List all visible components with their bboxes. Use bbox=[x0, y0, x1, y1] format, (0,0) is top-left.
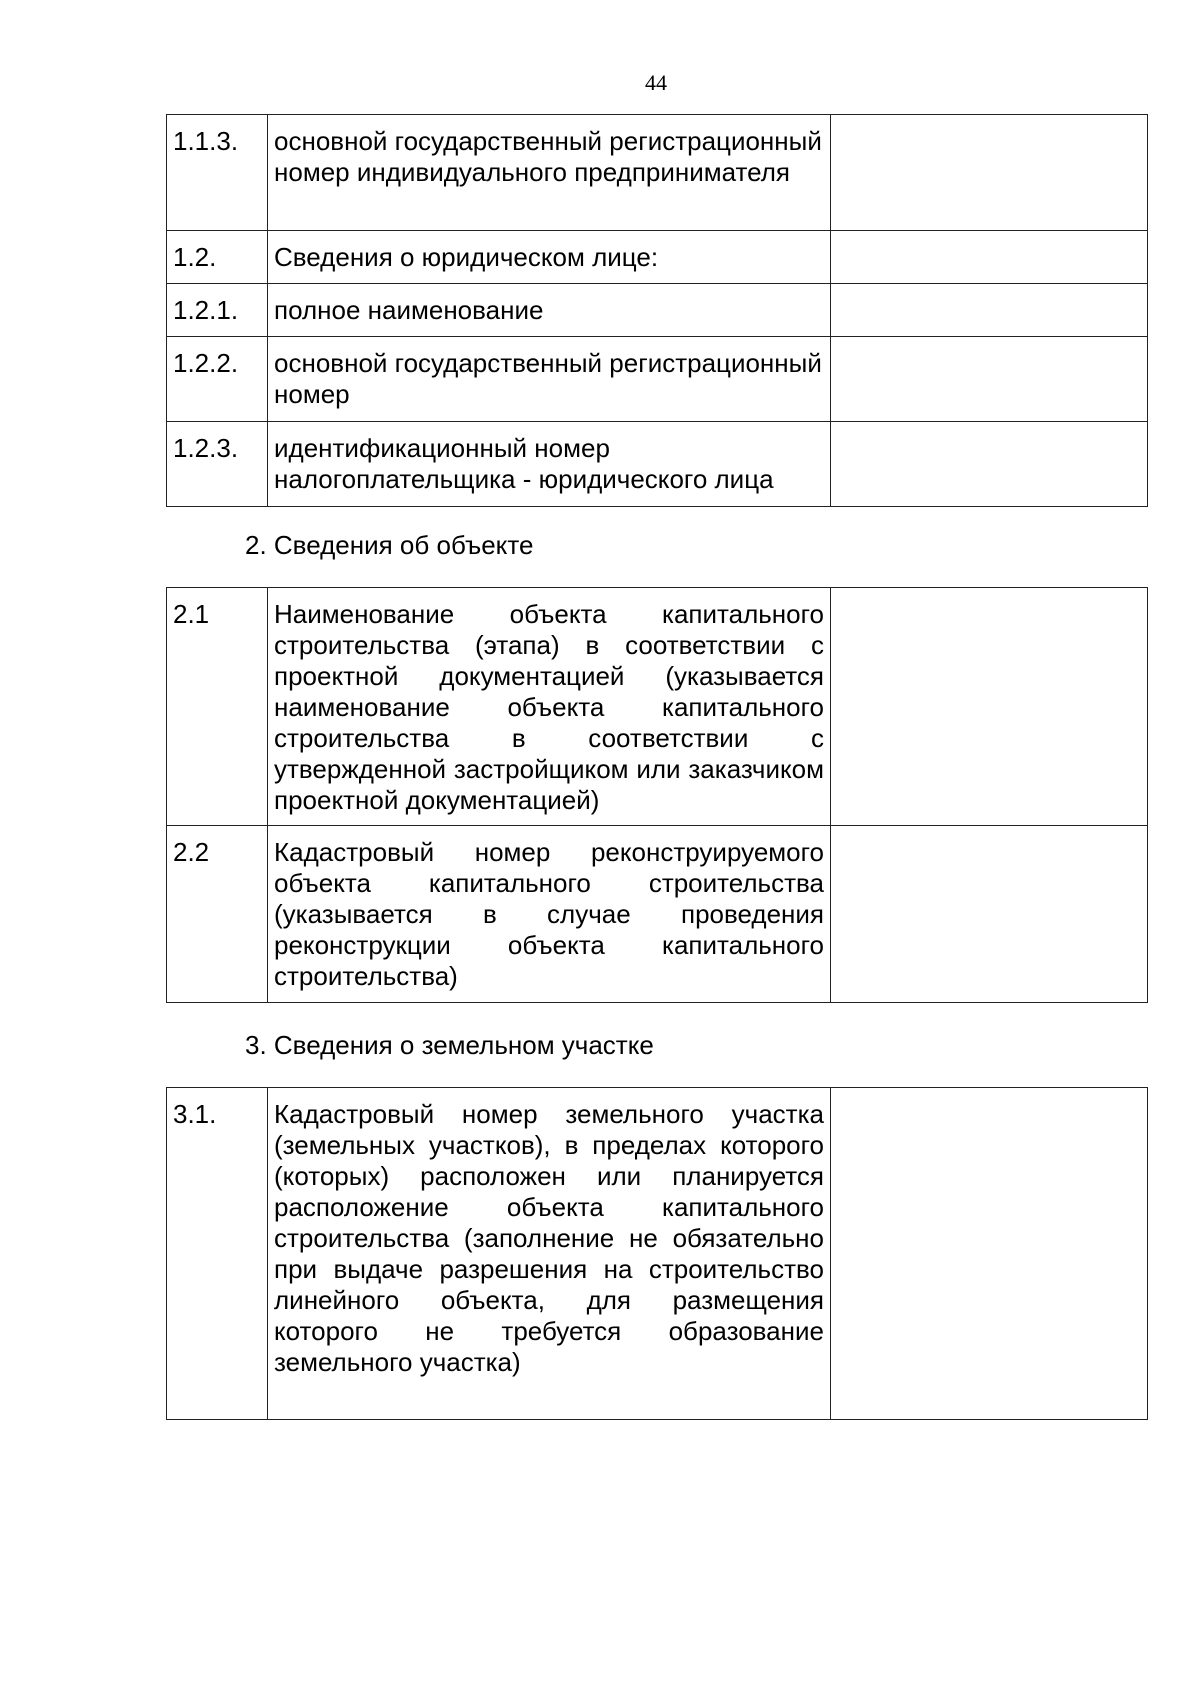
row-value-cell[interactable] bbox=[831, 231, 1148, 284]
table-row bbox=[167, 231, 1148, 284]
row-value-cell[interactable] bbox=[831, 115, 1148, 231]
table-row bbox=[167, 337, 1148, 422]
row-number: 2.2 bbox=[167, 826, 268, 1003]
row-number: 2.1 bbox=[167, 588, 268, 826]
table-row bbox=[167, 115, 1148, 231]
row-label: Кадастровый номер реконструируемого объекта капитального строительства (указывается в случае проведения реконструкции объекта капитального строительства) bbox=[268, 826, 831, 1003]
row-label: Сведения о юридическом лице: bbox=[268, 231, 831, 284]
table-row bbox=[167, 422, 1148, 507]
row-value-cell[interactable] bbox=[831, 826, 1148, 1003]
row-label: полное наименование bbox=[268, 284, 831, 337]
row-number: 3.1. bbox=[167, 1088, 268, 1420]
table-row bbox=[167, 826, 1148, 1003]
row-value-cell[interactable] bbox=[831, 1088, 1148, 1420]
applicant-info-table bbox=[166, 114, 1148, 507]
section-heading-object: 2. Сведения об объекте bbox=[245, 530, 534, 560]
table-row bbox=[167, 1088, 1148, 1420]
object-info-table bbox=[166, 587, 1148, 1003]
row-number: 1.1.3. bbox=[167, 115, 268, 231]
row-value-cell[interactable] bbox=[831, 588, 1148, 826]
row-value-cell[interactable] bbox=[831, 337, 1148, 422]
row-number: 1.2. bbox=[167, 231, 268, 284]
page-number: 44 bbox=[645, 70, 667, 95]
table-row bbox=[167, 588, 1148, 826]
row-number: 1.2.3. bbox=[167, 422, 268, 507]
row-label: идентификационный номер налогоплательщика - юридического лица bbox=[268, 422, 831, 507]
section-heading-land-plot: 3. Сведения о земельном участке bbox=[245, 1030, 654, 1060]
row-value-cell[interactable] bbox=[831, 284, 1148, 337]
row-number: 1.2.1. bbox=[167, 284, 268, 337]
row-label: основной государственный регистрационный номер bbox=[268, 337, 831, 422]
row-label: Кадастровый номер земельного участка (земельных участков), в пределах которого (которых) расположен или планируется расположение объекта капитального строительства (заполнение не обязательно при выдаче разрешения на строительство линейного объекта, для размещения которого не требуется образование земельного участка) bbox=[268, 1088, 831, 1420]
row-label: основной государственный регистрационный номер индивидуального предпринимателя bbox=[268, 115, 831, 231]
row-label: Наименование объекта капитального строительства (этапа) в соответствии с проектной документацией (указывается наименование объекта капитального строительства в соответствии с утвержденной застройщиком или заказчиком проектной документацией) bbox=[268, 588, 831, 826]
table-row bbox=[167, 284, 1148, 337]
land-plot-info-table bbox=[166, 1087, 1148, 1420]
row-value-cell[interactable] bbox=[831, 422, 1148, 507]
row-number: 1.2.2. bbox=[167, 337, 268, 422]
